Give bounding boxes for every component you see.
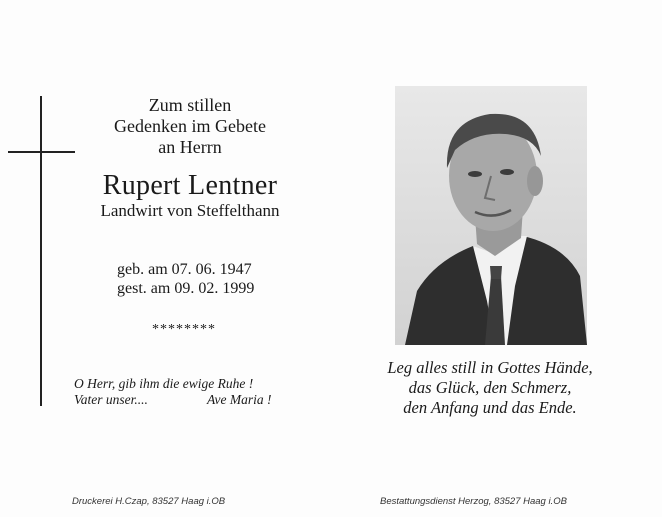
separator-stars: ********	[152, 322, 216, 337]
portrait-illustration	[395, 86, 587, 345]
verse-line-3: den Anfang und das Ende.	[403, 398, 577, 417]
prayer-line-2-left: Vater unser....	[74, 392, 148, 407]
occupation: Landwirt von Steffelthann	[100, 201, 280, 220]
prayer-line-1: O Herr, gib ihm die ewige Ruhe !	[74, 376, 254, 391]
cross-vertical-bar	[40, 96, 42, 406]
intro-line-2: Gedenken im Gebete	[114, 116, 266, 136]
prayer-line-2-right: Ave Maria !	[207, 392, 272, 407]
birth-date: geb. am 07. 06. 1947	[117, 261, 252, 278]
portrait-photo	[395, 86, 587, 345]
intro-line-1: Zum stillen	[148, 95, 232, 115]
intro-line-3: an Herrn	[158, 137, 222, 157]
verse-line-1: Leg alles still in Gottes Hände,	[387, 358, 593, 377]
deceased-name: Rupert Lentner	[102, 170, 278, 201]
death-date: gest. am 09. 02. 1999	[117, 280, 255, 297]
footer-printer: Druckerei H.Czap, 83527 Haag i.OB	[72, 496, 226, 507]
intro-text	[60, 95, 320, 158]
verse-line-2: das Glück, den Schmerz,	[408, 378, 572, 397]
footer-funeral-service: Bestattungsdienst Herzog, 83527 Haag i.OB	[380, 496, 567, 507]
